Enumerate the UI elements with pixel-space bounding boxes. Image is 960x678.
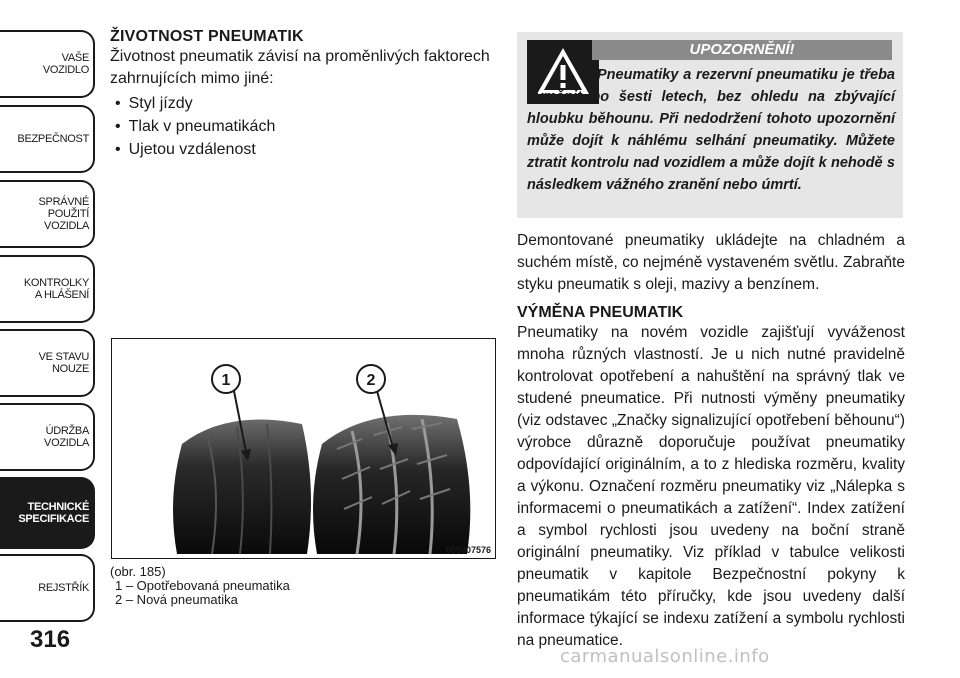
caption-item: 1 – Opotřebovaná pneumatika <box>115 578 290 593</box>
tab-label-line: SPRÁVNÉ <box>38 196 89 208</box>
tab-label-line: NOUZE <box>51 363 89 375</box>
section-heading: ŽIVOTNOST PNEUMATIK <box>110 28 304 45</box>
tab-label-line: A HLÁŠENÍ <box>34 289 89 301</box>
tab-kontrolky-a-hlaseni[interactable] <box>0 255 95 323</box>
tab-label-line: KONTROLKY <box>23 277 89 289</box>
warning-title: UPOZORNĚNÍ! <box>592 40 892 60</box>
tab-label-line: POUŽITÍ <box>47 208 89 220</box>
tab-label-line: BEZPEČNOST <box>17 133 89 145</box>
figure-reference: (obr. 185) <box>110 564 166 579</box>
tab-rejstrik[interactable] <box>0 554 95 622</box>
callout-1-label: 1 <box>221 372 231 389</box>
tab-bezpecnost[interactable] <box>0 105 95 173</box>
tire-comparison-figure <box>111 338 496 559</box>
tab-label-line: TECHNICKÉ <box>27 501 89 513</box>
tab-label-line: VOZIDLA <box>44 437 89 449</box>
tab-label-line: VE STAVU <box>38 351 89 363</box>
warning-box <box>517 32 903 218</box>
tab-label-line: ÚDRŽBA <box>45 425 89 437</box>
new-tire-image <box>313 415 470 554</box>
tab-udrzba-vozidla[interactable] <box>0 403 95 471</box>
section-heading: VÝMĚNA PNEUMATIK <box>517 304 684 321</box>
left-column <box>110 28 498 161</box>
tab-label-line: VOZIDLA <box>44 220 89 232</box>
page-number: 316 <box>30 626 71 653</box>
tab-vase-vozidlo[interactable] <box>0 30 95 98</box>
tab-spravne-pouziti-vozidla[interactable] <box>0 180 95 248</box>
factor-list <box>110 92 498 161</box>
tab-ve-stavu-nouze[interactable] <box>0 329 95 397</box>
figure-caption <box>110 565 290 607</box>
tire-illustration <box>112 339 495 558</box>
tab-technicke-specifikace[interactable] <box>0 477 95 549</box>
tab-label-line: VAŠE <box>61 52 89 64</box>
list-item: • Ujetou vzdálenost <box>110 138 498 161</box>
tab-label-line: VOZIDLO <box>42 64 89 76</box>
warning-text: Pneumatiky a rezervní pneumatiku je třeba vyměnit po šesti letech, bez ohledu na zbývající hloubku běhounu. Při nedodržení tohoto upozornění může dojít k náhlému selhání pneumatiky. Můžete ztratit kontrolu nad vozidlem a může dojít k nehodě s následkem vážného zranění nebo úmrtí. <box>527 67 895 193</box>
list-item: • Tlak v pneumatikách <box>110 115 498 138</box>
list-item: • Styl jízdy <box>110 92 498 115</box>
caption-item: 2 – Nová pneumatika <box>115 592 238 607</box>
tab-label-line: REJSTŘÍK <box>38 582 89 594</box>
callout-2-label: 2 <box>366 372 376 389</box>
replacement-paragraph: Pneumatiky na novém vozidle zajišťují vyváženost mnoha různých vlastností. Je u nich nutné pravidelně kontrolovat opotřebení a nahuštění na správný tlak ve studené pneumatice. Při nutnosti výměny pneumatiky (viz odstavec „Značky signalizující opotřebení běhounu“) výrobce důrazně doporučuje používat pneumatiky odpovídající originálním, a to z hlediska rozměru, kvality a výkonu. Označení rozměru pneumatiky viz „Nálepka s informacemi o pneumatikách a zatížení“. Index zatížení a symbol rychlosti jsou uvedeny na boční straně originální pneumatiky. Viz příklad v tabulce velikosti pneumatik v kapitole Bezpečnostní pokyny k pneumatikám této příručky, kde jsou uvedeny další informace týkající se indexu zatížení a symbolu rychlosti na pneumatice. <box>517 324 905 649</box>
storage-paragraph: Demontované pneumatiky ukládejte na chladném a suchém místě, co nejméně vystaveném světlu. Zabraňte styku pneumatik s oleji, mazivy a benzínem. <box>517 232 905 293</box>
worn-tire-image <box>173 420 311 555</box>
figure-code: 055007576 <box>445 545 491 555</box>
watermark: carmanualsonline.info <box>560 646 770 667</box>
intro-paragraph: Životnost pneumatik závisí na proměnlivých faktorech zahrnujících mimo jiné: <box>110 48 490 87</box>
right-column <box>517 32 905 652</box>
tab-label-line: SPECIFIKACE <box>18 513 89 525</box>
